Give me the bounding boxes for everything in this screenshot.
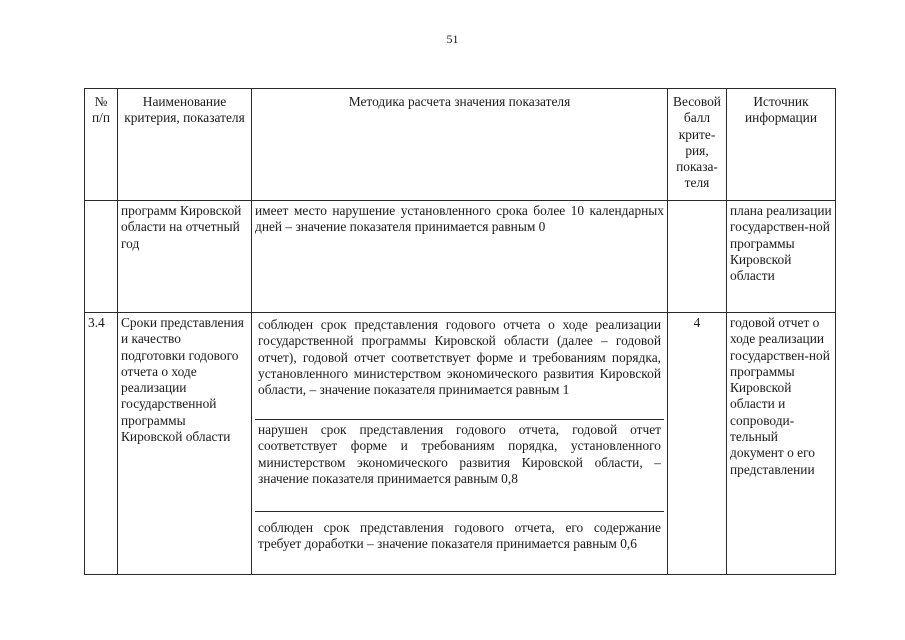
table-row [85,201,836,313]
page-number: 51 [446,32,459,46]
table-row [85,313,836,575]
cell-method [252,313,668,575]
cell-num [85,201,118,313]
header-weight: Весовой балл крите-рия, показа-теля [668,89,727,201]
method-condition: соблюден срок представления годового отчета о ходе реализации государственной программы Кировской области (далее – годовой отчет), годовой отчет соответствует форме и требованиям порядка, установленного министерством экономического развития Кировской области, – значение показателя принимается равным 1 [258,317,661,398]
header-method: Методика расчета значения показателя [252,89,668,201]
cell-source: годовой отчет о ходе реализации государствен-ной программы Кировской области и сопроводи-тельный документ о его представлении [727,313,836,575]
header-num: № п/п [85,89,118,201]
cell-name: Сроки представления и качество подготовки годового отчета о ходе реализации государственной программы Кировской области [118,313,252,575]
cell-method: имеет место нарушение установленного срока более 10 календарных дней – значение показателя принимается равным 0 [252,201,668,313]
header-source: Источник информации [727,89,836,201]
cell-name: программ Кировской области на отчетный год [118,201,252,313]
method-condition: соблюден срок представления годового отчета, его содержание требует доработки – значение показателя принимается равным 0,6 [255,511,664,572]
cell-weight [668,201,727,313]
table-header-row [85,89,836,201]
criteria-table [84,88,836,575]
cell-weight: 4 [668,313,727,575]
cell-num: 3.4 [85,313,118,575]
cell-source: плана реализации государствен-ной программы Кировской области [727,201,836,313]
header-name: Наименование критерия, показателя [118,89,252,201]
method-condition: нарушен срок представления годового отчета, годовой отчет соответствует форме и требованиям порядка, установленного министерством экономического развития Кировской области, – значение показателя принимается равным 0,8 [255,419,664,511]
